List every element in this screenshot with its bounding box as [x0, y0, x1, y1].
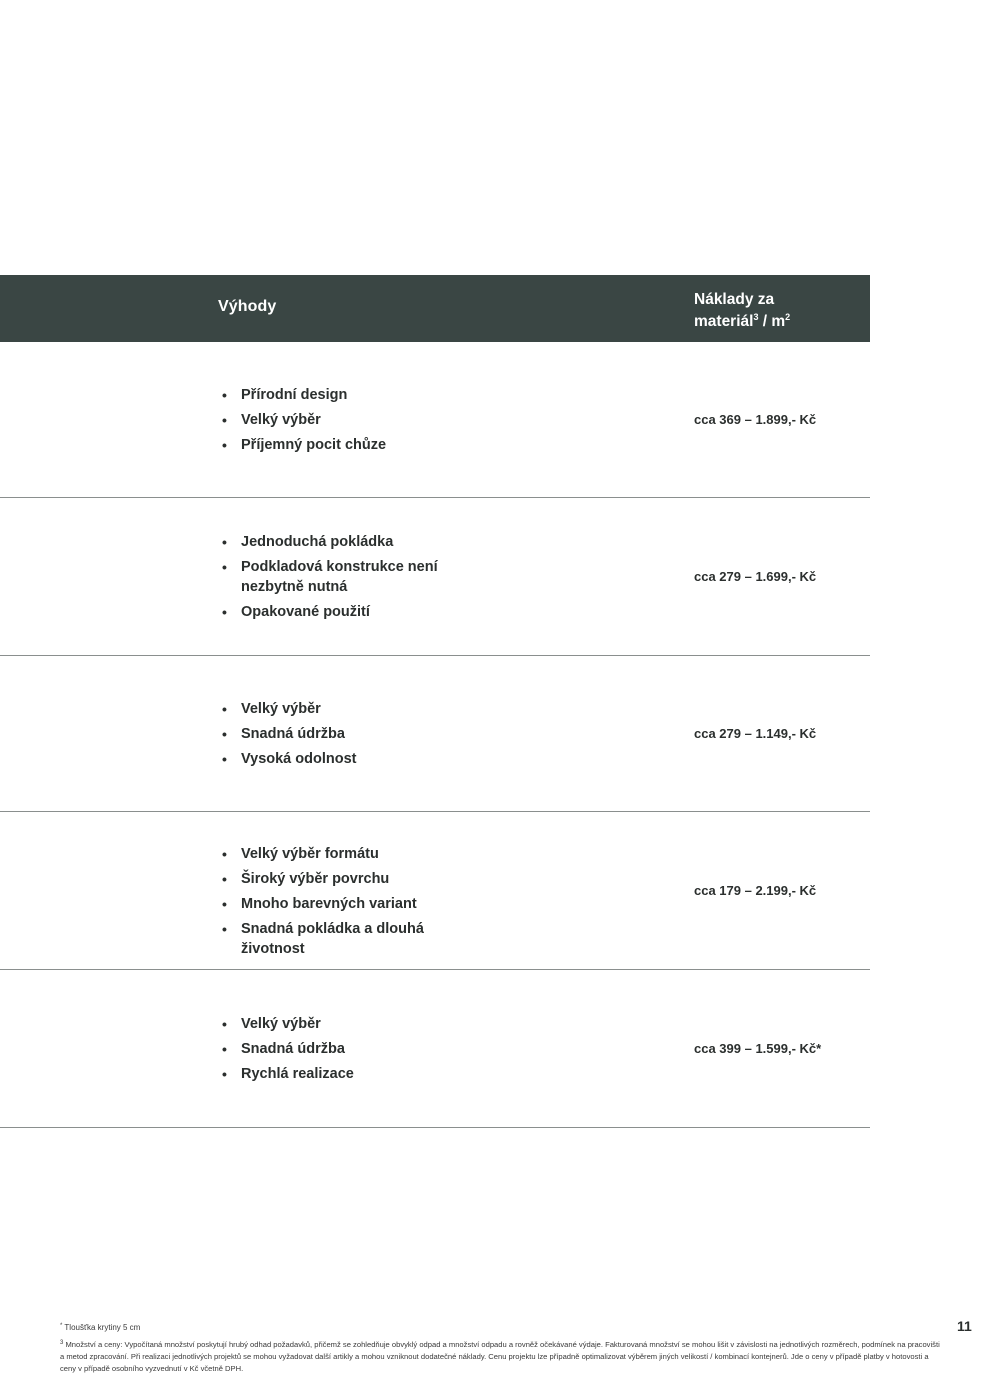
list-item: • Opakované použití	[222, 602, 482, 622]
footnote-thickness	[60, 1323, 140, 1332]
benefits-list	[222, 532, 482, 627]
footnote-star-mark: *	[60, 1323, 63, 1329]
list-item: • Široký výběr povrchu	[222, 869, 482, 889]
header-cost-line2b: / m	[758, 313, 786, 330]
list-item: • Příjemný pocit chůze	[222, 435, 482, 455]
list-item: • Velký výběr formátu	[222, 844, 482, 864]
table-row	[0, 498, 870, 656]
table-row	[0, 970, 870, 1128]
price-range: cca 179 – 2.199,- Kč	[694, 883, 817, 898]
price-range: cca 369 – 1.899,- Kč	[694, 412, 817, 427]
list-item: • Jednoduchá pokládka	[222, 532, 482, 552]
list-item: • Vysoká odolnost	[222, 749, 482, 769]
header-cost-footnote-ref: 3	[753, 312, 759, 322]
benefits-list	[222, 385, 482, 460]
footnote-3-text: Množství a ceny: Vypočítaná množství poskytují hrubý odhad požadavků, přičemž se zohledňuje obvyklý odpad a množství odpadu a rovněž očekávané výdaje. Fakturovaná množství se mohou lišit v závislosti na jednotlivých rozměrech, podmínek na pracovišti a metod zpracování. Při realizaci jednotlivých projektů se mohou vyžadovat další artikly a mohou vzniknout dodatečné náklady. Cenu projektu lze případně optimalizovat výběrem jiných velikostí / kombinací kontejnerů. Jde o ceny v případě platby v hotovosti a ceny v případě osobního vyzvednutí v Kč včetně DPH.	[60, 1340, 940, 1373]
list-item: • Velký výběr	[222, 699, 482, 719]
list-item: • Velký výběr	[222, 1014, 482, 1034]
table-row	[0, 342, 870, 498]
list-item: • Snadná pokládka a dlouhá životnost	[222, 919, 482, 959]
header-cost-line2a: materiál	[694, 313, 754, 330]
header-cost-unit-exponent: 2	[785, 312, 791, 322]
price-range: cca 399 – 1.599,- Kč*	[694, 1041, 822, 1056]
list-item: • Snadná údržba	[222, 1039, 482, 1059]
benefits-list	[222, 699, 482, 774]
table-row	[0, 812, 870, 970]
list-item: • Snadná údržba	[222, 724, 482, 744]
header-cost-line1: Náklady za	[694, 291, 775, 308]
header-cost	[694, 289, 790, 333]
list-item: • Přírodní design	[222, 385, 482, 405]
table-row	[0, 656, 870, 812]
page-number: 11	[957, 1318, 972, 1334]
footnote-quantities	[60, 1339, 940, 1375]
list-item: • Velký výběr	[222, 410, 482, 430]
footnote-3-mark: 3	[60, 1340, 64, 1346]
list-item: • Mnoho barevných variant	[222, 894, 482, 914]
benefits-list	[222, 1014, 482, 1089]
header-benefits: Výhody	[218, 298, 277, 315]
list-item: • Podkladová konstrukce není nezbytně nutná	[222, 557, 482, 597]
footnote-star-text: Tloušťka krytiny 5 cm	[64, 1323, 141, 1332]
price-range: cca 279 – 1.149,- Kč	[694, 726, 817, 741]
price-range: cca 279 – 1.699,- Kč	[694, 569, 817, 584]
benefits-list	[222, 844, 482, 964]
list-item: • Rychlá realizace	[222, 1064, 482, 1084]
